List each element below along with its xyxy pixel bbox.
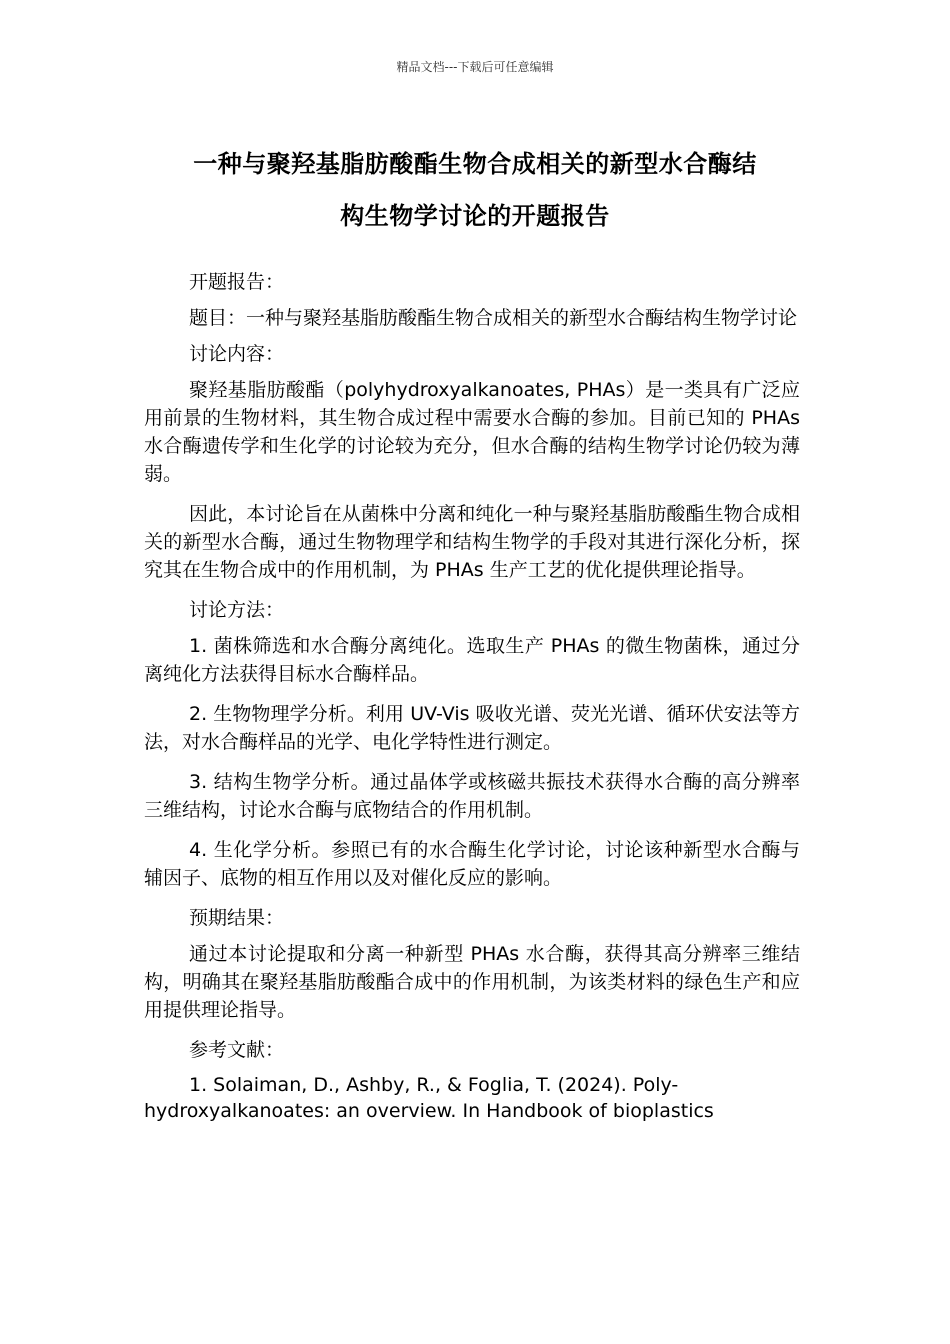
document-body <box>144 268 800 1124</box>
section-heading-results: 预期结果： <box>189 907 285 929</box>
topic-paragraph: 题目：一种与聚羟基脂肪酸酯生物合成相关的新型水合酶结构生物学讨论 <box>189 307 798 329</box>
page-header: 精品文档---下载后可任意编辑 <box>396 60 554 74</box>
title-line-2: 构生物学讨论的开题报告 <box>340 202 610 230</box>
title-line-1: 一种与聚羟基脂肪酸酯生物合成相关的新型水合酶结 <box>193 150 757 178</box>
method-item-1: 1. 菌株筛选和水合酶分离纯化。选取生产 PHAs 的微生物菌株，通过分离纯化方法获得目标水合酶样品。 <box>144 635 800 685</box>
document-title <box>140 138 810 242</box>
section-heading-references: 参考文献： <box>189 1039 285 1061</box>
method-item-4: 4. 生化学分析。参照已有的水合酶生化学讨论，讨论该种新型水合酶与辅因子、底物的相互作用以及对催化反应的影响。 <box>144 839 800 889</box>
method-item-2: 2. 生物物理学分析。利用 UV-Vis 吸收光谱、荧光光谱、循环伏安法等方法，对水合酶样品的光学、电化学特性进行测定。 <box>144 703 800 753</box>
content-paragraph-1: 聚羟基脂肪酸酯（polyhydroxyalkanoates, PHAs）是一类具有广泛应用前景的生物材料，其生物合成过程中需要水合酶的参加。目前已知的 PHAs 水合酶遗传学和生化学的讨论较为充分，但水合酶的结构生物学讨论仍较为薄弱。 <box>144 379 800 485</box>
section-heading-content: 讨论内容： <box>189 343 285 365</box>
method-item-3: 3. 结构生物学分析。通过晶体学或核磁共振技术获得水合酶的高分辨率三维结构，讨论水合酶与底物结合的作用机制。 <box>144 771 800 821</box>
section-heading-report: 开题报告： <box>189 271 285 293</box>
section-heading-methods: 讨论方法： <box>189 599 285 621</box>
content-paragraph-2: 因此，本讨论旨在从菌株中分离和纯化一种与聚羟基脂肪酸酯生物合成相关的新型水合酶，通过生物物理学和结构生物学的手段对其进行深化分析，探究其在生物合成中的作用机制，为 PHAs 生产工艺的优化提供理论指导。 <box>144 503 800 581</box>
reference-item-1: 1. Solaiman, D., Ashby, R., & Foglia, T. (2024). Poly-hydroxyalkanoates: an overview. In Handbook of bioplastics <box>144 1074 714 1122</box>
results-paragraph: 通过本讨论提取和分离一种新型 PHAs 水合酶，获得其高分辨率三维结构，明确其在聚羟基脂肪酸酯合成中的作用机制，为该类材料的绿色生产和应用提供理论指导。 <box>144 943 800 1021</box>
